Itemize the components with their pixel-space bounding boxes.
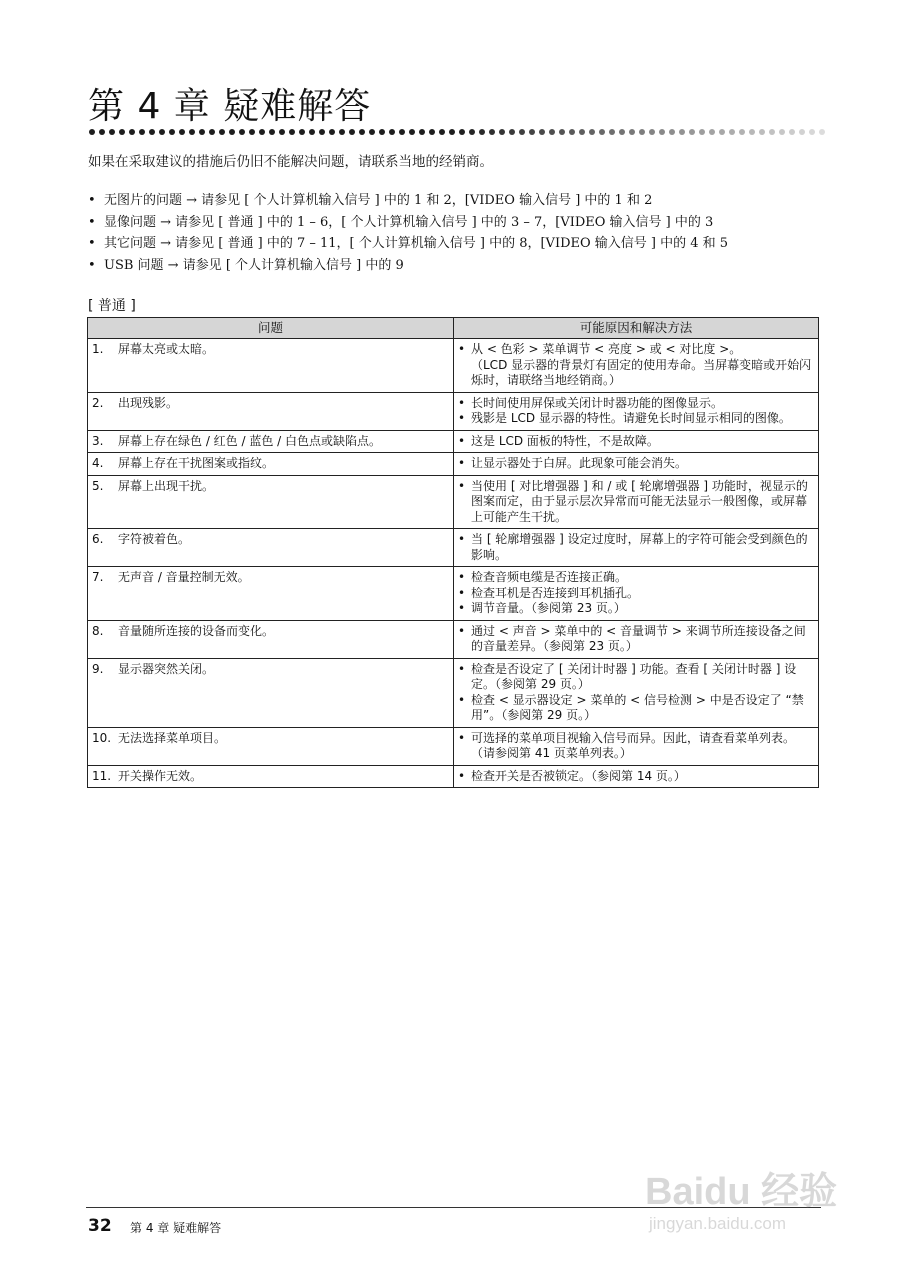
divider-dot — [449, 129, 455, 135]
divider-dot — [669, 129, 675, 135]
problem-text: 屏幕上存在绿色 / 红色 / 蓝色 / 白色点或缺陷点。 — [118, 433, 382, 448]
problem-cell — [88, 727, 454, 765]
problem-text: 屏幕上出现干扰。 — [118, 478, 215, 493]
solution-cell — [454, 567, 819, 621]
solution-item: （LCD 显示器的背景灯有固定的使用寿命。当屏幕变暗或开始闪烁时，请联络当地经销商。） — [471, 357, 812, 387]
solution-item: • 这是 LCD 面板的特性，不是故障。 — [458, 434, 814, 450]
problem-number: 10. — [92, 730, 112, 745]
solution-cell — [454, 475, 819, 529]
divider-dot — [729, 129, 735, 135]
divider-dot — [379, 129, 385, 135]
problem-number: 8. — [92, 623, 104, 638]
solution-item: • 残影是 LCD 显示器的特性。请避免长时间显示相同的图像。 — [458, 411, 814, 427]
divider-dot — [519, 129, 525, 135]
divider-dot — [319, 129, 325, 135]
solution-item: • 检查是否设定了 [ 关闭计时器 ] 功能。查看 [ 关闭计时器 ] 设定。（参阅第 29 页。） — [458, 662, 814, 693]
solution-list — [458, 662, 814, 724]
problem-number: 9. — [92, 661, 104, 676]
problem-cell — [88, 620, 454, 658]
divider-dot — [269, 129, 275, 135]
table-row — [88, 765, 819, 788]
problem-cell — [88, 392, 454, 430]
watermark-logo: Baidu 经验 — [645, 1171, 838, 1213]
problem-text: 音量随所连接的设备而变化。 — [118, 623, 275, 638]
divider-dot — [689, 129, 695, 135]
divider-dot — [309, 129, 315, 135]
problem-text: 无声音 / 音量控制无效。 — [118, 570, 250, 584]
reference-item: • 其它问题 → 请参见 [ 普通 ] 中的 7 – 11，[ 个人计算机输入信号 ] 中的 8，[VIDEO 输入信号 ] 中的 4 和 5 — [88, 236, 729, 251]
solution-list — [458, 570, 814, 617]
problem-text: 开关操作无效。 — [118, 768, 203, 783]
table-row — [88, 392, 819, 430]
solution-cell — [454, 620, 819, 658]
table-row — [88, 453, 819, 476]
solution-item: • 长时间使用屏保或关闭计时器功能的图像显示。 — [458, 396, 814, 412]
divider-dot — [139, 129, 145, 135]
divider-dot — [239, 129, 245, 135]
solution-list — [458, 532, 814, 563]
table-header-row — [88, 318, 819, 339]
solution-item: • 检查 < 显示器设定 > 菜单的 < 信号检测 > 中是否设定了 “禁用”。（参阅第 29 页。） — [458, 693, 814, 724]
divider-dot — [279, 129, 285, 135]
divider-dot — [389, 129, 395, 135]
divider-dot — [159, 129, 165, 135]
watermark — [645, 1148, 860, 1243]
problem-number: 4. — [92, 456, 104, 470]
solution-cell — [454, 765, 819, 788]
table-row — [88, 567, 819, 621]
divider-dot — [479, 129, 485, 135]
problem-number: 3. — [92, 433, 104, 448]
divider-dot — [409, 129, 415, 135]
divider-dot — [769, 129, 775, 135]
divider-dot — [629, 129, 635, 135]
divider-dot — [799, 129, 805, 135]
divider-dot — [649, 129, 655, 135]
solution-cell — [454, 529, 819, 567]
divider-dot — [529, 129, 535, 135]
divider-dot — [819, 129, 825, 135]
problem-cell — [88, 475, 454, 529]
watermark-url: jingyan.baidu.com — [649, 1214, 787, 1233]
divider-dot — [419, 129, 425, 135]
divider-dot — [489, 129, 495, 135]
divider-dot — [779, 129, 785, 135]
table-row — [88, 727, 819, 765]
problem-cell — [88, 529, 454, 567]
solution-item: • 让显示器处于白屏。此现象可能会消失。 — [458, 456, 814, 472]
divider-dot — [719, 129, 725, 135]
divider-dot — [119, 129, 125, 135]
divider-dot — [189, 129, 195, 135]
problem-text: 显示器突然关闭。 — [118, 661, 215, 676]
dotted-divider — [88, 126, 828, 138]
problem-number: 2. — [92, 395, 104, 410]
footer-chapter-title: 第 4 章 疑难解答 — [130, 1221, 222, 1235]
divider-dot — [149, 129, 155, 135]
divider-dot — [499, 129, 505, 135]
divider-dot — [549, 129, 555, 135]
divider-dot — [249, 129, 255, 135]
solution-list — [458, 456, 814, 472]
divider-dot — [699, 129, 705, 135]
divider-dot — [789, 129, 795, 135]
problem-cell — [88, 430, 454, 453]
solution-list — [458, 434, 814, 450]
divider-dot — [129, 129, 135, 135]
solution-list — [458, 731, 814, 762]
divider-dot — [179, 129, 185, 135]
table-row — [88, 658, 819, 727]
problem-text: 无法选择菜单项目。 — [118, 730, 227, 745]
solution-item: • 调节音量。（参阅第 23 页。） — [458, 601, 814, 617]
divider-dot — [619, 129, 625, 135]
divider-dot — [709, 129, 715, 135]
solution-cell — [454, 727, 819, 765]
divider-dot — [169, 129, 175, 135]
solution-list — [458, 479, 814, 526]
divider-dot — [599, 129, 605, 135]
divider-dot — [579, 129, 585, 135]
divider-dot — [109, 129, 115, 135]
solution-item: • 通过 < 声音 > 菜单中的 < 音量调节 > 来调节所连接设备之间的音量差异。（参阅第 23 页。） — [458, 624, 814, 655]
page-number: 32 — [88, 1216, 112, 1236]
divider-dot — [509, 129, 515, 135]
divider-dot — [459, 129, 465, 135]
problem-cell — [88, 339, 454, 393]
problem-text: 屏幕太亮或太暗。 — [118, 342, 215, 356]
divider-dot — [639, 129, 645, 135]
solution-item: • 可选择的菜单项目视输入信号而异。因此，请查看菜单列表。 — [458, 731, 814, 747]
divider-dot — [219, 129, 225, 135]
solution-item: • 检查耳机是否连接到耳机插孔。 — [458, 586, 814, 602]
divider-dot — [99, 129, 105, 135]
troubleshooting-table — [87, 317, 819, 788]
problem-number: 1. — [92, 342, 104, 356]
problem-text: 出现残影。 — [118, 395, 179, 410]
solution-item: • 检查音频电缆是否连接正确。 — [458, 570, 814, 586]
section-label: [ 普通 ] — [88, 298, 136, 314]
solution-item: • 从 < 色彩 > 菜单调节 < 亮度 > 或 < 对比度 >。 — [458, 342, 814, 358]
divider-dot — [209, 129, 215, 135]
divider-dot — [659, 129, 665, 135]
divider-dot — [349, 129, 355, 135]
divider-dot — [89, 129, 95, 135]
problem-cell — [88, 567, 454, 621]
divider-dot — [739, 129, 745, 135]
chapter-title: 第 4 章 疑难解答 — [88, 86, 372, 127]
column-header-problem: 问题 — [88, 318, 454, 339]
reference-item: • 无图片的问题 → 请参见 [ 个人计算机输入信号 ] 中的 1 和 2，[VIDEO 输入信号 ] 中的 1 和 2 — [88, 193, 653, 208]
solution-item: （请参阅第 41 页菜单列表。） — [471, 746, 632, 760]
problem-number: 11. — [92, 768, 112, 783]
problem-text: 字符被着色。 — [118, 532, 191, 546]
reference-item: • 显像问题 → 请参见 [ 普通 ] 中的 1 – 6，[ 个人计算机输入信号 ] 中的 3 – 7，[VIDEO 输入信号 ] 中的 3 — [88, 214, 714, 230]
divider-dot — [539, 129, 545, 135]
problem-number: 7. — [92, 570, 104, 584]
table-row — [88, 430, 819, 453]
problem-number: 5. — [92, 478, 104, 493]
table-row — [88, 620, 819, 658]
divider-dot — [809, 129, 815, 135]
table-row — [88, 529, 819, 567]
divider-dot — [329, 129, 335, 135]
reference-item: • USB 问题 → 请参见 [ 个人计算机输入信号 ] 中的 9 — [88, 257, 404, 273]
divider-dot — [199, 129, 205, 135]
table-body — [88, 339, 819, 788]
divider-dot — [439, 129, 445, 135]
divider-dot — [259, 129, 265, 135]
divider-dot — [289, 129, 295, 135]
solution-list — [458, 624, 814, 655]
problem-cell — [88, 658, 454, 727]
solution-cell — [454, 392, 819, 430]
divider-dot — [229, 129, 235, 135]
solution-list — [458, 769, 814, 785]
divider-dot — [339, 129, 345, 135]
divider-dot — [469, 129, 475, 135]
column-header-solution: 可能原因和解决方法 — [454, 318, 819, 339]
solution-list — [458, 342, 814, 389]
table-row — [88, 475, 819, 529]
divider-dot — [299, 129, 305, 135]
divider-dot — [399, 129, 405, 135]
solution-cell — [454, 430, 819, 453]
solution-cell — [454, 453, 819, 476]
divider-dot — [359, 129, 365, 135]
divider-dot — [609, 129, 615, 135]
problem-number: 6. — [92, 532, 104, 546]
divider-dot — [749, 129, 755, 135]
divider-dot — [569, 129, 575, 135]
reference-list — [88, 190, 728, 276]
solution-cell — [454, 339, 819, 393]
solution-cell — [454, 658, 819, 727]
divider-dot — [369, 129, 375, 135]
solution-item: • 检查开关是否被锁定。（参阅第 14 页。） — [458, 769, 814, 785]
problem-text: 屏幕上存在干扰图案或指纹。 — [118, 456, 275, 470]
divider-dot — [589, 129, 595, 135]
problem-cell — [88, 453, 454, 476]
divider-dot — [759, 129, 765, 135]
solution-list — [458, 396, 814, 427]
solution-item: • 当 [ 轮廓增强器 ] 设定过度时，屏幕上的字符可能会受到颜色的影响。 — [458, 532, 814, 563]
problem-cell — [88, 765, 454, 788]
intro-text: 如果在采取建议的措施后仍旧不能解决问题，请联系当地的经销商。 — [88, 154, 493, 170]
divider-dot — [429, 129, 435, 135]
table-row — [88, 339, 819, 393]
divider-dot — [679, 129, 685, 135]
solution-item: • 当使用 [ 对比增强器 ] 和 / 或 [ 轮廓增强器 ] 功能时，视显示的图案而定，由于显示层次异常而可能无法显示一般图像，或屏幕上可能产生干扰。 — [458, 479, 814, 526]
divider-dot — [559, 129, 565, 135]
